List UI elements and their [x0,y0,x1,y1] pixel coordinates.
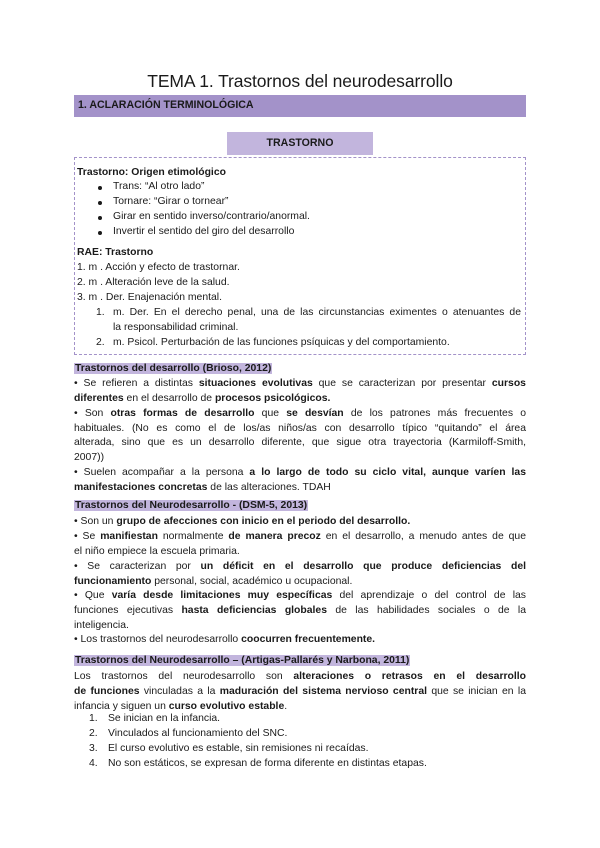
paragraph-line: • Se manifiestan normalmente de manera precoz en el desarrollo, a menudo antes de que [74,531,526,542]
list-item: Tornare: “Girar o tornear” [113,196,229,207]
section-heading: 1. ACLARACIÓN TERMINOLÓGICA [78,99,254,111]
list-item: El curso evolutivo es estable, sin remisiones ni recaídas. [108,743,369,754]
paragraph-line: • Los trastornos del neurodesarrollo coocurren frecuentemente. [74,634,376,645]
paragraph-line: diferentes en el desarrollo de procesos psicológicos. [74,393,331,404]
list-number: 1. [89,713,98,724]
paragraph-line: el niño empiece la escuela primaria. [74,546,240,557]
section-heading-bar [74,95,526,117]
rae-item: 1. m . Acción y efecto de trastornar. [77,262,240,273]
bullet-icon [98,201,102,205]
paragraph-line: • Se refieren a distintas situaciones evolutivas que se caracterizan por presentar cursos [74,378,526,389]
list-item: Vinculados al funcionamiento del SNC. [108,728,288,739]
artigas-heading: Trastornos del Neurodesarrollo – (Artigas-Pallarés y Narbona, 2011) [75,655,410,666]
rae-subitem-number: 2. [96,337,105,348]
bullet-icon [98,231,102,235]
trastorno-label-box: TRASTORNO [227,132,373,155]
paragraph-line: funciones ejecutivas hasta deficiencias globales de las habilidades sociales o de la [74,605,526,616]
paragraph-line: 2007)) [74,452,105,463]
list-item: Invertir el sentido del giro del desarrollo [113,226,295,237]
paragraph-line: infancia y siguen un curso evolutivo estable. [74,701,288,712]
list-number: 3. [89,743,98,754]
rae-subitem-line: la responsabilidad criminal. [113,322,239,333]
paragraph-line: de funciones vinculadas a la maduración del sistema nervioso central que se inician en la [74,686,526,697]
dsm-heading: Trastornos del Neurodesarrollo - (DSM-5, 2013) [75,500,308,511]
brioso-heading: Trastornos del desarrollo (Brioso, 2012) [75,363,272,374]
bullet-icon [98,186,102,190]
list-item: Se inician en la infancia. [108,713,221,724]
list-item: No son estáticos, se expresan de forma diferente en distintas etapas. [108,758,427,769]
paragraph-line: Los trastornos del neurodesarrollo son alteraciones o retrasos en el desarrollo [74,671,526,682]
paragraph-line: habituales. (No es como el de los/as niños/as con desarrollo típico “quitando” el área [74,423,526,434]
paragraph-line: manifestaciones concretas de las alteraciones. TDAH [74,482,331,493]
rae-subitem-line: m. Der. En el derecho penal, una de las circunstancias eximentes o atenuantes de [113,307,521,318]
paragraph-line: alterada, sino que es un desarrollo diferente, que sigue otra trayectoria (Karmiloff-Smith, [74,437,526,448]
rae-subitem-number: 1. [96,307,105,318]
list-number: 2. [89,728,98,739]
paragraph-line: • Que varía desde limitaciones muy específicas del aprendizaje o del control de las [74,590,526,601]
etymology-heading: Trastorno: Origen etimológico [77,167,226,178]
list-item: Trans: “Al otro lado” [113,181,205,192]
paragraph-line: inteligencia. [74,620,129,631]
page-title: TEMA 1. Trastornos del neurodesarrollo [147,71,453,91]
list-number: 4. [89,758,98,769]
bullet-icon [98,216,102,220]
paragraph-line: • Suelen acompañar a la persona a lo largo de todo su ciclo vital, aunque varíen las [74,467,526,478]
rae-subitem-line: m. Psicol. Perturbación de las funciones psíquicas y del comportamiento. [113,337,450,348]
rae-item: 3. m . Der. Enajenación mental. [77,292,222,303]
rae-item: 2. m . Alteración leve de la salud. [77,277,230,288]
paragraph-line: • Son otras formas de desarrollo que se desvían de los patrones más frecuentes o [74,408,526,419]
rae-heading: RAE: Trastorno [77,247,154,258]
paragraph-line: funcionamiento personal, social, académico u ocupacional. [74,576,353,587]
list-item: Girar en sentido inverso/contrario/anormal. [113,211,310,222]
paragraph-line: • Son un grupo de afecciones con inicio en el periodo del desarrollo. [74,516,411,527]
paragraph-line: • Se caracterizan por un déficit en el desarrollo que produce deficiencias del [74,561,526,572]
